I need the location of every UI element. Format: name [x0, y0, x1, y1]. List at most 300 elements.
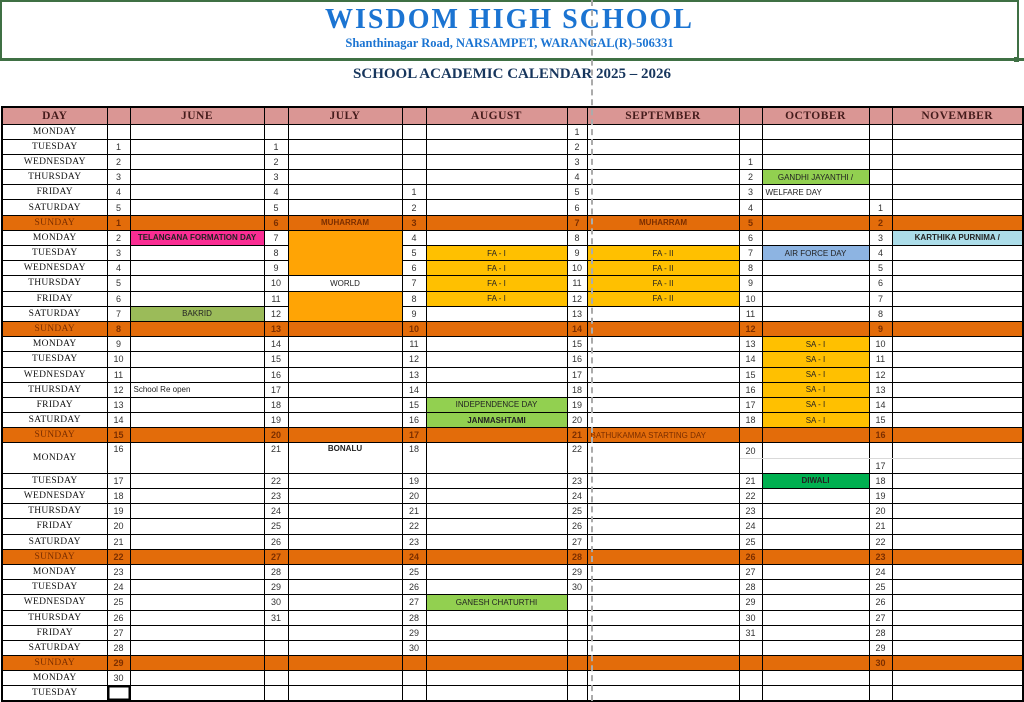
- date-cell[interactable]: 24: [402, 549, 426, 564]
- event-cell[interactable]: [288, 428, 402, 443]
- date-cell[interactable]: 11: [869, 352, 892, 367]
- date-cell[interactable]: 22: [567, 443, 587, 473]
- date-cell[interactable]: 19: [107, 504, 130, 519]
- date-cell[interactable]: 31: [739, 625, 762, 640]
- event-cell[interactable]: [130, 276, 264, 291]
- date-cell[interactable]: 16: [264, 367, 288, 382]
- event-cell[interactable]: [288, 610, 402, 625]
- date-cell[interactable]: 10: [107, 352, 130, 367]
- date-cell[interactable]: 6: [107, 291, 130, 306]
- date-cell[interactable]: 26: [567, 519, 587, 534]
- event-cell[interactable]: [762, 215, 869, 230]
- date-cell[interactable]: 3: [107, 170, 130, 185]
- date-cell[interactable]: 13: [402, 367, 426, 382]
- date-cell[interactable]: [869, 671, 892, 686]
- date-cell[interactable]: 21: [107, 534, 130, 549]
- date-cell[interactable]: 7: [402, 276, 426, 291]
- event-cell[interactable]: [587, 154, 739, 169]
- event-cell[interactable]: WORLD: [288, 276, 402, 291]
- event-cell[interactable]: [892, 610, 1023, 625]
- event-cell[interactable]: [130, 625, 264, 640]
- event-cell[interactable]: [892, 580, 1023, 595]
- event-cell[interactable]: [130, 261, 264, 276]
- event-cell[interactable]: [130, 534, 264, 549]
- date-cell[interactable]: [567, 625, 587, 640]
- event-cell[interactable]: [892, 534, 1023, 549]
- event-cell[interactable]: [130, 489, 264, 504]
- event-cell[interactable]: [288, 489, 402, 504]
- date-cell[interactable]: 5: [402, 246, 426, 261]
- event-cell[interactable]: FA - II: [587, 276, 739, 291]
- date-cell[interactable]: 3: [264, 170, 288, 185]
- event-cell[interactable]: [762, 549, 869, 564]
- day-cell[interactable]: THURSDAY: [2, 610, 107, 625]
- date-cell[interactable]: 6: [264, 215, 288, 230]
- event-cell[interactable]: SA - I: [762, 397, 869, 412]
- date-cell[interactable]: 29: [739, 595, 762, 610]
- event-cell[interactable]: [762, 656, 869, 671]
- date-cell[interactable]: 1: [107, 139, 130, 154]
- event-cell[interactable]: SA - I: [762, 382, 869, 397]
- month-header-june[interactable]: JUNE: [130, 107, 264, 124]
- event-cell[interactable]: [426, 564, 567, 579]
- event-cell[interactable]: [892, 352, 1023, 367]
- date-cell[interactable]: 17: [567, 367, 587, 382]
- date-cell[interactable]: 2: [402, 200, 426, 215]
- date-cell[interactable]: 18: [869, 473, 892, 488]
- event-cell[interactable]: FA - I: [426, 291, 567, 306]
- event-cell[interactable]: [288, 534, 402, 549]
- date-cell[interactable]: 4: [264, 185, 288, 200]
- event-cell[interactable]: [892, 443, 1023, 458]
- date-cell[interactable]: 3: [107, 246, 130, 261]
- event-cell[interactable]: FA - I: [426, 261, 567, 276]
- event-cell[interactable]: [892, 504, 1023, 519]
- event-cell[interactable]: [587, 200, 739, 215]
- date-cell[interactable]: [264, 656, 288, 671]
- day-cell[interactable]: FRIDAY: [2, 185, 107, 200]
- date-cell[interactable]: 21: [739, 473, 762, 488]
- event-cell[interactable]: [892, 656, 1023, 671]
- date-cell[interactable]: [739, 139, 762, 154]
- date-cell[interactable]: 20: [402, 489, 426, 504]
- date-cell[interactable]: 10: [739, 291, 762, 306]
- event-cell[interactable]: [587, 580, 739, 595]
- month-header-august[interactable]: AUGUST: [426, 107, 567, 124]
- event-cell[interactable]: [426, 170, 567, 185]
- date-cell[interactable]: 7: [567, 215, 587, 230]
- event-cell[interactable]: [892, 154, 1023, 169]
- date-cell[interactable]: 20: [107, 519, 130, 534]
- day-cell[interactable]: MONDAY: [2, 124, 107, 139]
- event-cell[interactable]: [762, 458, 869, 473]
- event-cell[interactable]: [426, 139, 567, 154]
- event-cell[interactable]: [892, 564, 1023, 579]
- event-cell[interactable]: [587, 504, 739, 519]
- event-cell[interactable]: DIWALI: [762, 473, 869, 488]
- event-cell[interactable]: [892, 200, 1023, 215]
- event-cell[interactable]: [426, 382, 567, 397]
- event-cell[interactable]: BATHUKAMMA STARTING DAY: [587, 428, 739, 443]
- date-cell[interactable]: 9: [402, 306, 426, 321]
- event-cell[interactable]: [426, 640, 567, 655]
- event-cell[interactable]: [762, 610, 869, 625]
- date-cell[interactable]: 14: [402, 382, 426, 397]
- date-cell[interactable]: 29: [567, 564, 587, 579]
- date-cell[interactable]: 22: [739, 489, 762, 504]
- date-cell[interactable]: 30: [739, 610, 762, 625]
- date-cell[interactable]: 1: [264, 139, 288, 154]
- date-cell[interactable]: 18: [402, 443, 426, 473]
- event-cell[interactable]: [288, 686, 402, 701]
- date-cell[interactable]: [739, 124, 762, 139]
- day-cell[interactable]: SUNDAY: [2, 656, 107, 671]
- date-cell[interactable]: 11: [739, 306, 762, 321]
- date-cell[interactable]: [107, 686, 130, 701]
- day-cell[interactable]: THURSDAY: [2, 382, 107, 397]
- day-cell[interactable]: TUESDAY: [2, 686, 107, 701]
- event-cell[interactable]: [288, 124, 402, 139]
- event-cell[interactable]: [426, 337, 567, 352]
- date-cell[interactable]: [567, 595, 587, 610]
- day-cell[interactable]: WEDNESDAY: [2, 489, 107, 504]
- event-cell[interactable]: [426, 321, 567, 336]
- day-cell[interactable]: MONDAY: [2, 337, 107, 352]
- date-cell[interactable]: 22: [402, 519, 426, 534]
- date-cell[interactable]: 7: [264, 230, 288, 245]
- date-cell[interactable]: 20: [264, 428, 288, 443]
- date-cell[interactable]: 12: [264, 306, 288, 321]
- event-cell[interactable]: School Re open: [130, 382, 264, 397]
- event-cell[interactable]: [762, 443, 869, 458]
- day-cell[interactable]: FRIDAY: [2, 625, 107, 640]
- day-cell[interactable]: SUNDAY: [2, 215, 107, 230]
- event-cell[interactable]: [130, 671, 264, 686]
- event-cell[interactable]: [426, 656, 567, 671]
- event-cell[interactable]: INDEPENDENCE DAY: [426, 397, 567, 412]
- event-cell[interactable]: [288, 367, 402, 382]
- date-cell[interactable]: 28: [869, 625, 892, 640]
- event-cell[interactable]: SA - I: [762, 337, 869, 352]
- event-cell[interactable]: [130, 352, 264, 367]
- event-cell[interactable]: WELFARE DAY: [762, 185, 869, 200]
- event-cell[interactable]: [130, 504, 264, 519]
- event-cell[interactable]: [426, 367, 567, 382]
- date-cell[interactable]: 9: [869, 321, 892, 336]
- event-cell[interactable]: [130, 686, 264, 701]
- event-cell[interactable]: [762, 124, 869, 139]
- date-column-header[interactable]: [107, 107, 130, 124]
- date-cell[interactable]: 25: [264, 519, 288, 534]
- event-cell[interactable]: [130, 656, 264, 671]
- date-cell[interactable]: [402, 170, 426, 185]
- event-cell[interactable]: [426, 443, 567, 473]
- date-cell[interactable]: 25: [402, 564, 426, 579]
- event-cell[interactable]: FA - I: [426, 246, 567, 261]
- event-cell[interactable]: [892, 519, 1023, 534]
- date-cell[interactable]: [402, 154, 426, 169]
- event-cell[interactable]: [892, 261, 1023, 276]
- date-cell[interactable]: 3: [739, 185, 762, 200]
- date-cell[interactable]: 4: [567, 170, 587, 185]
- day-cell[interactable]: MONDAY: [2, 564, 107, 579]
- event-cell[interactable]: [587, 397, 739, 412]
- date-cell[interactable]: 18: [107, 489, 130, 504]
- event-cell[interactable]: [892, 428, 1023, 443]
- event-cell[interactable]: [130, 443, 264, 473]
- day-cell[interactable]: WEDNESDAY: [2, 367, 107, 382]
- date-cell[interactable]: 6: [739, 230, 762, 245]
- date-cell[interactable]: 9: [739, 276, 762, 291]
- event-cell[interactable]: [426, 154, 567, 169]
- event-cell[interactable]: [762, 200, 869, 215]
- event-cell[interactable]: GANDHI JAYANTHI /: [762, 170, 869, 185]
- event-cell[interactable]: [587, 337, 739, 352]
- date-cell[interactable]: 24: [264, 504, 288, 519]
- date-cell[interactable]: 1: [567, 124, 587, 139]
- date-cell[interactable]: 15: [869, 413, 892, 428]
- event-cell[interactable]: [587, 443, 739, 473]
- event-cell[interactable]: [892, 397, 1023, 412]
- date-cell[interactable]: 21: [567, 428, 587, 443]
- date-cell[interactable]: 8: [107, 321, 130, 336]
- event-cell[interactable]: [587, 549, 739, 564]
- event-cell[interactable]: [288, 337, 402, 352]
- event-cell[interactable]: [587, 656, 739, 671]
- event-cell[interactable]: [130, 413, 264, 428]
- date-cell[interactable]: 29: [869, 640, 892, 655]
- date-cell[interactable]: 25: [869, 580, 892, 595]
- date-cell[interactable]: 26: [402, 580, 426, 595]
- event-cell[interactable]: FA - II: [587, 261, 739, 276]
- date-cell[interactable]: [567, 686, 587, 701]
- event-cell[interactable]: BONALU: [288, 443, 402, 473]
- date-cell[interactable]: 17: [107, 473, 130, 488]
- date-cell[interactable]: [567, 610, 587, 625]
- event-cell[interactable]: [762, 306, 869, 321]
- date-cell[interactable]: [264, 640, 288, 655]
- date-cell[interactable]: 2: [264, 154, 288, 169]
- date-column-header[interactable]: [869, 107, 892, 124]
- date-cell[interactable]: [402, 671, 426, 686]
- event-cell[interactable]: [130, 139, 264, 154]
- event-cell[interactable]: [130, 246, 264, 261]
- event-cell[interactable]: [130, 337, 264, 352]
- event-cell[interactable]: [426, 473, 567, 488]
- event-cell[interactable]: [762, 519, 869, 534]
- event-cell[interactable]: [288, 564, 402, 579]
- event-cell[interactable]: [426, 686, 567, 701]
- date-cell[interactable]: 2: [739, 170, 762, 185]
- date-cell[interactable]: 26: [107, 610, 130, 625]
- event-cell[interactable]: [892, 170, 1023, 185]
- event-cell[interactable]: [762, 428, 869, 443]
- date-cell[interactable]: 5: [739, 215, 762, 230]
- date-cell[interactable]: [869, 124, 892, 139]
- day-cell[interactable]: THURSDAY: [2, 276, 107, 291]
- date-cell[interactable]: 25: [567, 504, 587, 519]
- date-cell[interactable]: [402, 656, 426, 671]
- event-cell[interactable]: [587, 519, 739, 534]
- date-cell[interactable]: 24: [739, 519, 762, 534]
- date-cell[interactable]: 19: [264, 413, 288, 428]
- date-cell[interactable]: 2: [107, 154, 130, 169]
- date-cell[interactable]: 2: [107, 230, 130, 245]
- event-cell[interactable]: [892, 215, 1023, 230]
- date-cell[interactable]: [739, 656, 762, 671]
- date-cell[interactable]: 14: [567, 321, 587, 336]
- event-cell[interactable]: [587, 367, 739, 382]
- event-cell[interactable]: [587, 170, 739, 185]
- date-cell[interactable]: 4: [107, 185, 130, 200]
- event-cell[interactable]: [587, 306, 739, 321]
- event-cell[interactable]: [288, 413, 402, 428]
- date-cell[interactable]: 15: [264, 352, 288, 367]
- event-cell[interactable]: [762, 139, 869, 154]
- event-cell[interactable]: [130, 580, 264, 595]
- day-cell[interactable]: SATURDAY: [2, 306, 107, 321]
- event-cell[interactable]: KARTHIKA PURNIMA /: [892, 230, 1023, 245]
- event-cell[interactable]: [762, 230, 869, 245]
- event-cell[interactable]: [426, 519, 567, 534]
- date-cell[interactable]: 12: [402, 352, 426, 367]
- date-column-header[interactable]: [402, 107, 426, 124]
- event-cell[interactable]: [587, 625, 739, 640]
- day-cell[interactable]: WEDNESDAY: [2, 261, 107, 276]
- event-cell[interactable]: [426, 124, 567, 139]
- date-cell[interactable]: [402, 686, 426, 701]
- event-cell[interactable]: [587, 640, 739, 655]
- date-cell[interactable]: 25: [107, 595, 130, 610]
- date-cell[interactable]: 26: [869, 595, 892, 610]
- date-column-header[interactable]: [264, 107, 288, 124]
- event-cell[interactable]: [892, 549, 1023, 564]
- event-cell[interactable]: [892, 671, 1023, 686]
- date-cell[interactable]: 9: [567, 246, 587, 261]
- date-cell[interactable]: [739, 428, 762, 443]
- date-cell[interactable]: 17: [869, 458, 892, 473]
- date-cell[interactable]: 30: [869, 656, 892, 671]
- date-cell[interactable]: 10: [402, 321, 426, 336]
- date-cell[interactable]: 31: [264, 610, 288, 625]
- date-cell[interactable]: [402, 124, 426, 139]
- date-cell[interactable]: 15: [402, 397, 426, 412]
- month-header-september[interactable]: SEPTEMBER: [587, 107, 739, 124]
- date-cell[interactable]: 26: [739, 549, 762, 564]
- event-cell[interactable]: [762, 504, 869, 519]
- day-cell[interactable]: TUESDAY: [2, 246, 107, 261]
- event-cell[interactable]: AIR FORCE DAY: [762, 246, 869, 261]
- date-cell[interactable]: 15: [107, 428, 130, 443]
- event-cell[interactable]: [288, 671, 402, 686]
- date-cell[interactable]: 23: [739, 504, 762, 519]
- date-cell[interactable]: 22: [869, 534, 892, 549]
- event-cell[interactable]: [288, 640, 402, 655]
- day-cell[interactable]: MONDAY: [2, 671, 107, 686]
- event-cell[interactable]: [587, 534, 739, 549]
- date-cell[interactable]: 6: [869, 276, 892, 291]
- date-cell[interactable]: 4: [107, 261, 130, 276]
- event-cell[interactable]: [587, 413, 739, 428]
- date-cell[interactable]: 27: [869, 610, 892, 625]
- day-cell[interactable]: MONDAY: [2, 230, 107, 245]
- date-cell[interactable]: 2: [869, 215, 892, 230]
- event-cell[interactable]: GANESH CHATURTHI: [426, 595, 567, 610]
- date-cell[interactable]: [107, 124, 130, 139]
- date-cell[interactable]: 14: [739, 352, 762, 367]
- event-cell[interactable]: MUHARRAM: [288, 215, 402, 230]
- date-cell[interactable]: [264, 625, 288, 640]
- event-cell[interactable]: [762, 534, 869, 549]
- date-cell[interactable]: 11: [107, 367, 130, 382]
- date-cell[interactable]: 30: [264, 595, 288, 610]
- day-cell[interactable]: SATURDAY: [2, 200, 107, 215]
- date-cell[interactable]: 8: [402, 291, 426, 306]
- calendar-table[interactable]: [1, 106, 1024, 702]
- date-cell[interactable]: 27: [107, 625, 130, 640]
- date-cell[interactable]: [567, 671, 587, 686]
- date-cell[interactable]: 20: [739, 443, 762, 458]
- date-cell[interactable]: 18: [739, 413, 762, 428]
- event-cell[interactable]: [288, 397, 402, 412]
- event-cell[interactable]: [130, 595, 264, 610]
- date-cell[interactable]: [869, 185, 892, 200]
- event-cell[interactable]: [762, 276, 869, 291]
- date-cell[interactable]: 23: [264, 489, 288, 504]
- date-column-header[interactable]: [567, 107, 587, 124]
- event-cell[interactable]: MUHARRAM: [587, 215, 739, 230]
- event-cell[interactable]: FA - I: [426, 276, 567, 291]
- date-cell[interactable]: 8: [567, 230, 587, 245]
- date-cell[interactable]: 12: [567, 291, 587, 306]
- date-cell[interactable]: [264, 124, 288, 139]
- event-cell[interactable]: [762, 489, 869, 504]
- event-cell[interactable]: [762, 595, 869, 610]
- event-cell[interactable]: FA - II: [587, 246, 739, 261]
- date-cell[interactable]: 3: [869, 230, 892, 245]
- event-cell[interactable]: [130, 428, 264, 443]
- event-cell[interactable]: [288, 352, 402, 367]
- date-cell[interactable]: 20: [567, 413, 587, 428]
- event-cell[interactable]: [130, 549, 264, 564]
- date-cell[interactable]: 17: [264, 382, 288, 397]
- date-cell[interactable]: [869, 139, 892, 154]
- date-cell[interactable]: 15: [739, 367, 762, 382]
- event-cell[interactable]: [130, 519, 264, 534]
- date-cell[interactable]: 23: [107, 564, 130, 579]
- date-cell[interactable]: 13: [107, 397, 130, 412]
- date-cell[interactable]: 10: [869, 337, 892, 352]
- day-cell[interactable]: THURSDAY: [2, 504, 107, 519]
- event-cell[interactable]: [130, 564, 264, 579]
- date-cell[interactable]: 24: [567, 489, 587, 504]
- event-cell[interactable]: BAKRID: [130, 306, 264, 321]
- event-cell[interactable]: [587, 185, 739, 200]
- date-cell[interactable]: 28: [567, 549, 587, 564]
- event-cell[interactable]: [288, 656, 402, 671]
- date-cell[interactable]: 21: [869, 519, 892, 534]
- date-cell[interactable]: 25: [739, 534, 762, 549]
- event-cell[interactable]: [288, 200, 402, 215]
- event-cell[interactable]: TELANGANA FORMATION DAY: [130, 230, 264, 245]
- date-cell[interactable]: [402, 139, 426, 154]
- date-cell[interactable]: 9: [264, 261, 288, 276]
- event-cell[interactable]: SA - I: [762, 352, 869, 367]
- event-cell[interactable]: [426, 428, 567, 443]
- date-cell[interactable]: 11: [264, 291, 288, 306]
- event-cell[interactable]: [892, 640, 1023, 655]
- date-cell[interactable]: 30: [567, 580, 587, 595]
